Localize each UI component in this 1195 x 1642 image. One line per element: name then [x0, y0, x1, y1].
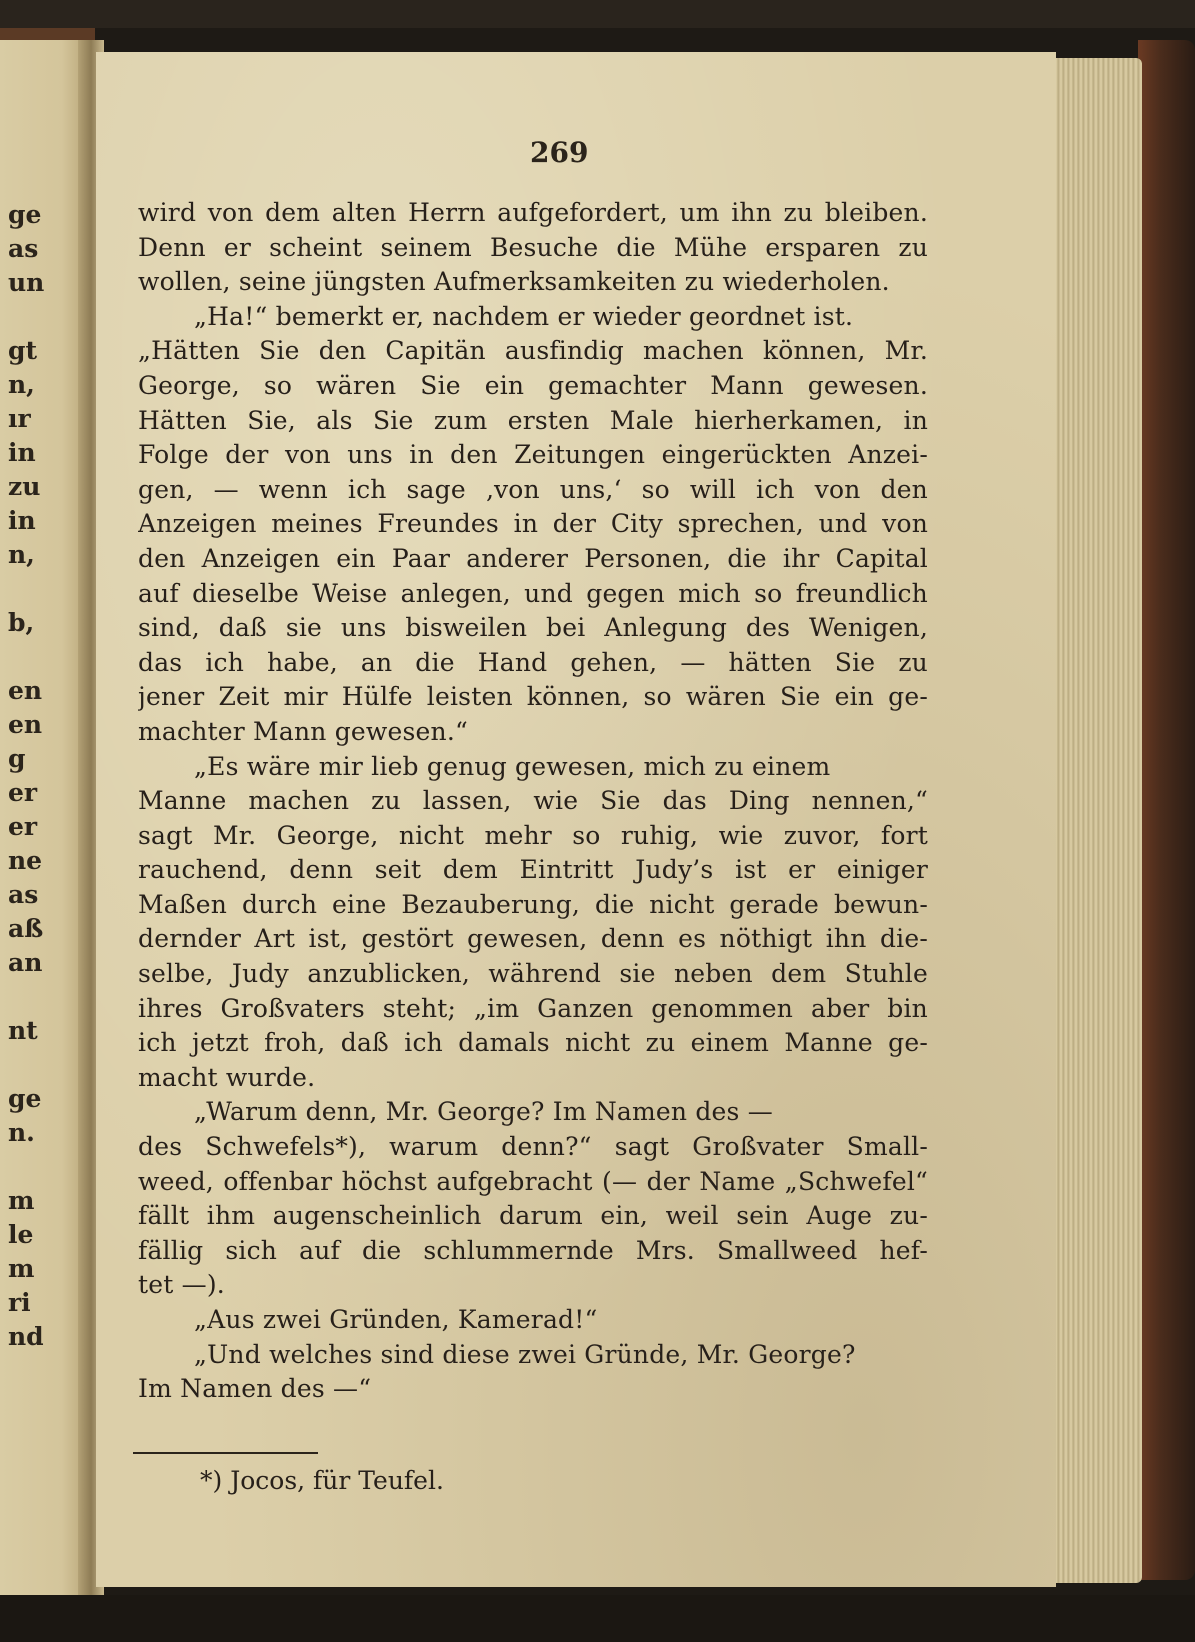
- left-page-line: g: [8, 744, 26, 773]
- text-line: gen, — wenn ich sage ‚von uns,‘ so will ich von den: [138, 474, 928, 504]
- left-page-line: ne: [8, 846, 43, 875]
- left-page-line: as: [8, 880, 39, 909]
- left-page-line: gt: [8, 336, 38, 365]
- left-page-line: in: [8, 506, 36, 535]
- left-page-line: en: [8, 676, 43, 705]
- left-page-line: er: [8, 812, 38, 841]
- left-page-line: zu: [8, 472, 41, 501]
- left-page-line: m: [8, 1186, 35, 1215]
- book-cover-right: [1138, 40, 1195, 1580]
- text-line: Maßen durch eine Bezauberung, die nicht gerade bewun-: [138, 889, 928, 919]
- text-line: „Aus zwei Gründen, Kamerad!“: [194, 1305, 598, 1334]
- text-line: „Warum denn, Mr. George? Im Namen des —: [194, 1097, 773, 1127]
- text-line: Manne machen zu lassen, wie Sie das Ding nennen,“: [138, 786, 928, 816]
- page-edges: [1050, 58, 1142, 1583]
- left-page-line: n,: [8, 540, 35, 569]
- background-bottom: [0, 1595, 1195, 1642]
- text-line: „Hätten Sie den Capitän ausfindig machen können, Mr.: [138, 336, 928, 366]
- left-page-line: m: [8, 1254, 35, 1283]
- left-page-line: b,: [8, 608, 35, 637]
- left-page-line: er: [8, 778, 38, 807]
- text-line: dernder Art ist, gestört gewesen, denn es nöthigt ihn die-: [138, 924, 928, 954]
- text-line: ihres Großvaters steht; „im Ganzen genommen aber bin: [138, 993, 928, 1023]
- left-page-line: en: [8, 710, 43, 739]
- text-line: macht wurde.: [138, 1062, 316, 1092]
- text-line: George, so wären Sie ein gemachter Mann gewesen.: [138, 370, 928, 400]
- text-line: weed, offenbar höchst aufgebracht (— der Name „Schwefel“: [138, 1166, 928, 1196]
- text-line: selbe, Judy anzublicken, während sie neben dem Stuhle: [138, 959, 928, 989]
- text-line: Im Namen des —“: [138, 1374, 372, 1404]
- left-page-line: ge: [8, 1084, 42, 1113]
- text-line: wollen, seine jüngsten Aufmerksamkeiten zu wiederholen.: [138, 267, 890, 297]
- text-line: Folge der von uns in den Zeitungen eingerückten Anzei-: [138, 440, 928, 470]
- left-page-line: n.: [8, 1118, 35, 1147]
- left-page-line: ır: [8, 404, 31, 433]
- left-page-line: le: [8, 1220, 34, 1249]
- left-page-line: ge: [8, 200, 42, 229]
- text-line: das ich habe, an die Hand gehen, — hätten Sie zu: [138, 647, 928, 677]
- left-page-line: nt: [8, 1016, 38, 1045]
- text-line: tet —).: [138, 1270, 225, 1300]
- left-page-line: n,: [8, 370, 35, 399]
- text-line: „Und welches sind diese zwei Gründe, Mr. George?: [194, 1339, 856, 1369]
- text-line: jener Zeit mir Hülfe leisten können, so wären Sie ein ge-: [138, 682, 928, 712]
- footnote-rule: [133, 1452, 318, 1454]
- text-line: fällig sich auf die schlummernde Mrs. Smallweed hef-: [138, 1235, 928, 1265]
- text-line: rauchend, denn seit dem Eintritt Judy’s ist er einiger: [138, 855, 928, 885]
- text-line: wird von dem alten Herrn aufgefordert, um ihn zu bleiben.: [138, 198, 928, 227]
- left-page-line: in: [8, 438, 36, 467]
- text-line: Denn er scheint seinem Besuche die Mühe ersparen zu: [138, 232, 928, 262]
- left-page-line: an: [8, 948, 43, 977]
- text-line: sagt Mr. George, nicht mehr so ruhig, wie zuvor, fort: [138, 820, 928, 850]
- text-line: ich jetzt froh, daß ich damals nicht zu einem Manne ge-: [138, 1028, 928, 1058]
- background-top: [0, 0, 1195, 28]
- left-page-line: ri: [8, 1288, 31, 1317]
- text-line: den Anzeigen ein Paar anderer Personen, die ihr Capital: [138, 543, 928, 573]
- text-line: fällt ihm augenscheinlich darum ein, weil sein Auge zu-: [138, 1201, 928, 1231]
- left-page-line: un: [8, 268, 45, 297]
- text-line: machter Mann gewesen.“: [138, 716, 468, 746]
- text-line: „Es wäre mir lieb genug gewesen, mich zu einem: [194, 751, 831, 781]
- text-line: sind, daß sie uns bisweilen bei Anlegung des Wenigen,: [138, 613, 928, 643]
- text-line: „Ha!“ bemerkt er, nachdem er wieder geordnet ist.: [194, 301, 854, 331]
- text-line: auf dieselbe Weise anlegen, und gegen mich so freundlich: [138, 578, 928, 608]
- page-number: 269: [530, 136, 589, 169]
- left-page-line: nd: [8, 1322, 44, 1351]
- footnote: *) Jocos, für Teufel.: [200, 1466, 444, 1495]
- text-line: Hätten Sie, als Sie zum ersten Male hierherkamen, in: [138, 405, 928, 435]
- left-page-fragment: [0, 40, 88, 1595]
- text-line: Anzeigen meines Freundes in der City sprechen, und von: [138, 509, 928, 539]
- text-line: des Schwefels*), warum denn?“ sagt Großvater Small-: [138, 1132, 928, 1162]
- body-text: [138, 196, 928, 1407]
- left-page-line: aß: [8, 914, 44, 943]
- left-page-line: as: [8, 234, 39, 263]
